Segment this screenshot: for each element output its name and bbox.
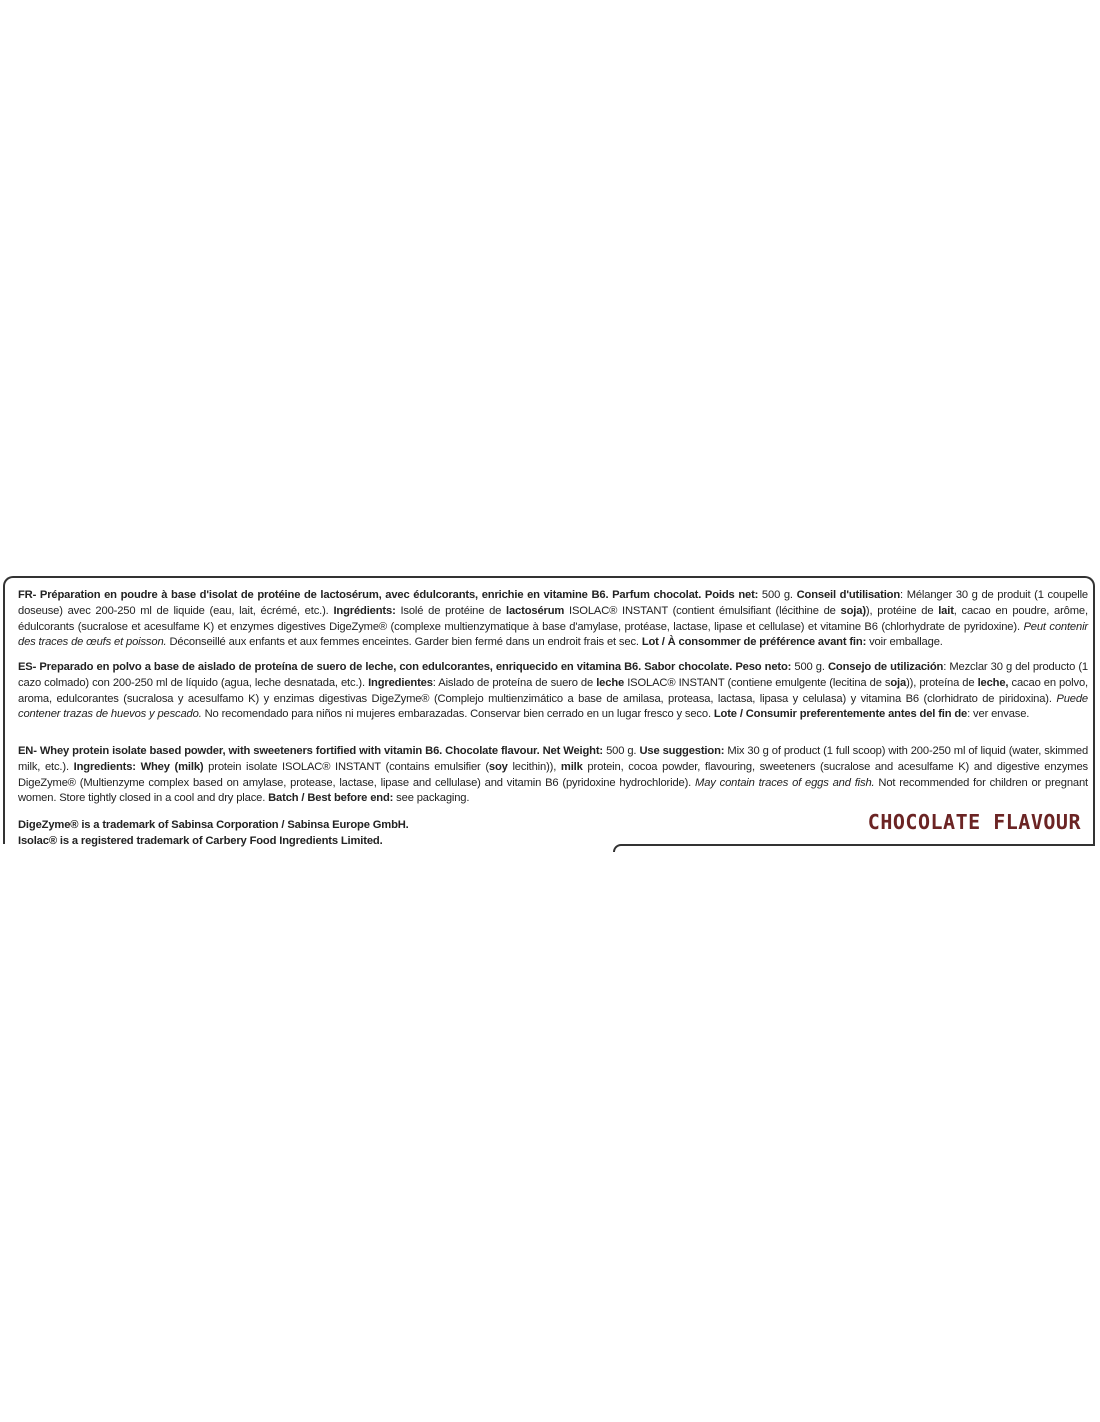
es-intro: ES- Preparado en polvo a base de aislado de proteína de suero de leche, con edulcorantes, enriquecido en vitamina B6. Sabor chocolate. Peso neto: bbox=[18, 661, 792, 673]
fr-ingredients-text: Isolé de protéine de bbox=[395, 604, 507, 617]
es-ingredients-label: Ingredientes bbox=[368, 676, 433, 689]
en-lot-label: Batch / Best before end: bbox=[268, 792, 394, 805]
label-text-fr bbox=[18, 588, 1088, 651]
fr-intro: FR- Préparation en poudre à base d'isolat de protéine de lactosérum, avec édulcorants, enrichie en vitamine B6. Parfum chocolat. Poids net: bbox=[18, 589, 759, 601]
en-ingredients-text: protein, cocoa powder, flavouring, sweeteners (sucralose and acesulfame K) and digestive enzymes DigeZyme® (Multienzyme complex based on amylase, protease, lactase, lipase and cellulase) and vitamin B6 (pyridoxine hydrochloride). bbox=[18, 760, 1088, 789]
fr-usage-label: Conseil d'utilisation bbox=[796, 589, 901, 601]
es-allergen: leche bbox=[596, 676, 625, 689]
fr-lot-label: Lot / À consommer de préférence avant fin: bbox=[641, 636, 867, 649]
label-text-en bbox=[18, 744, 1088, 807]
es-ingredients-text: cacao en polvo, aroma, edulcorantes (sucralosa y acesulfamo K) y enzimas digestivas DigeZyme® (Complejo multienzimático a base de amilasa, proteasa, lactasa, lipasa y celulasa) y vitamina B6 (clorhidrato de piridoxina). bbox=[18, 676, 1088, 705]
label-text-es bbox=[18, 660, 1088, 723]
trademark-digezyme: DigeZyme® is a trademark of Sabinsa Corporation / Sabinsa Europe GmbH. bbox=[18, 819, 409, 831]
en-allergen: milk bbox=[560, 760, 583, 773]
fr-lot-text: voir emballage. bbox=[866, 636, 943, 649]
fr-ingredients-label: Ingrédients: bbox=[333, 604, 396, 617]
es-ingredients-text: )), proteína de bbox=[906, 676, 978, 689]
flavour-title: CHOCOLATE FLAVOUR bbox=[867, 810, 1081, 834]
en-warnings: Not recommended for children or pregnant women. Store tightly closed in a cool and dry place. bbox=[18, 776, 1088, 805]
flavour-divider bbox=[613, 844, 1095, 852]
fr-allergen: soja) bbox=[840, 604, 866, 617]
fr-usage-text: : Mélanger 30 g de produit (1 coupelle doseuse) avec 200-250 ml de liquide (eau, lait, écrémé, etc.). bbox=[18, 589, 1088, 617]
en-usage-text: Mix 30 g of product (1 full scoop) with 200-250 ml of liquid (water, skimmed milk, etc.). bbox=[18, 745, 1089, 773]
fr-ingredients-text: , cacao en poudre, arôme, édulcorants (sucralose et acesulfame K) et enzymes digestives DigeZyme® (complexe multienzymatique à base d'amylase, protéase, lactase, lipase et cellulase) et vitamine B6 (chlorhydrate de pyridoxine). bbox=[18, 604, 1088, 633]
trademark-isolac: Isolac® is a registered trademark of Carbery Food Ingredients Limited. bbox=[18, 834, 383, 847]
es-usage-text: : Mezclar 30 g del producto (1 cazo colmado) con 200-250 ml de líquido (agua, leche desnatada, etc.). bbox=[18, 661, 1088, 689]
es-ingredients-text: ISOLAC® INSTANT (contiene emulgente (lecitina de s bbox=[624, 676, 891, 689]
en-usage-label: Use suggestion: bbox=[639, 745, 725, 757]
en-lot-text: see packaging. bbox=[393, 792, 470, 805]
fr-allergen: lait bbox=[938, 604, 954, 617]
fr-traces-warning: Peut contenir des traces de œufs et poisson. bbox=[18, 620, 1088, 649]
es-usage-label: Consejo de utilización bbox=[828, 661, 944, 673]
product-label-panel bbox=[3, 576, 1095, 847]
fr-net-weight: 500 g. bbox=[758, 589, 797, 601]
en-ingredients-text: protein isolate ISOLAC® INSTANT (contains emulsifier ( bbox=[203, 760, 489, 773]
fr-allergen: lactosérum bbox=[506, 604, 565, 617]
trademark-notices bbox=[18, 818, 409, 850]
en-ingredients-text: lecithin)), bbox=[507, 760, 561, 773]
es-net-weight: 500 g. bbox=[791, 661, 828, 673]
fr-warnings: Déconseillé aux enfants et aux femmes enceintes. Garder bien fermé dans un endroit frais et sec. bbox=[166, 636, 642, 649]
es-lot-text: : ver envase. bbox=[967, 708, 1030, 721]
fr-ingredients-text: ISOLAC® INSTANT (contient émulsifiant (lécithine de bbox=[564, 604, 841, 617]
en-net-weight: 500 g. bbox=[603, 745, 640, 757]
en-intro: EN- Whey protein isolate based powder, with sweeteners fortified with vitamin B6. Chocolate flavour. Net Weight: bbox=[18, 745, 604, 757]
fr-ingredients-text: ), protéine de bbox=[865, 604, 939, 617]
en-traces-warning: May contain traces of eggs and fish. bbox=[695, 776, 875, 789]
es-lot-label: Lote / Consumir preferentemente antes del fin de bbox=[713, 708, 968, 721]
es-traces-warning: Puede contener trazas de huevos y pescado. bbox=[18, 692, 1088, 721]
es-warnings: No recomendado para niños ni mujeres embarazadas. Conservar bien cerrado en un lugar fresco y seco. bbox=[201, 708, 714, 721]
en-ingredients-label: Ingredients: Whey (milk) bbox=[73, 760, 204, 773]
es-ingredients-text: : Aislado de proteína de suero de bbox=[432, 676, 597, 689]
es-allergen: oja bbox=[890, 676, 907, 689]
en-allergen: soy bbox=[488, 760, 508, 773]
es-allergen: leche, bbox=[977, 676, 1009, 689]
